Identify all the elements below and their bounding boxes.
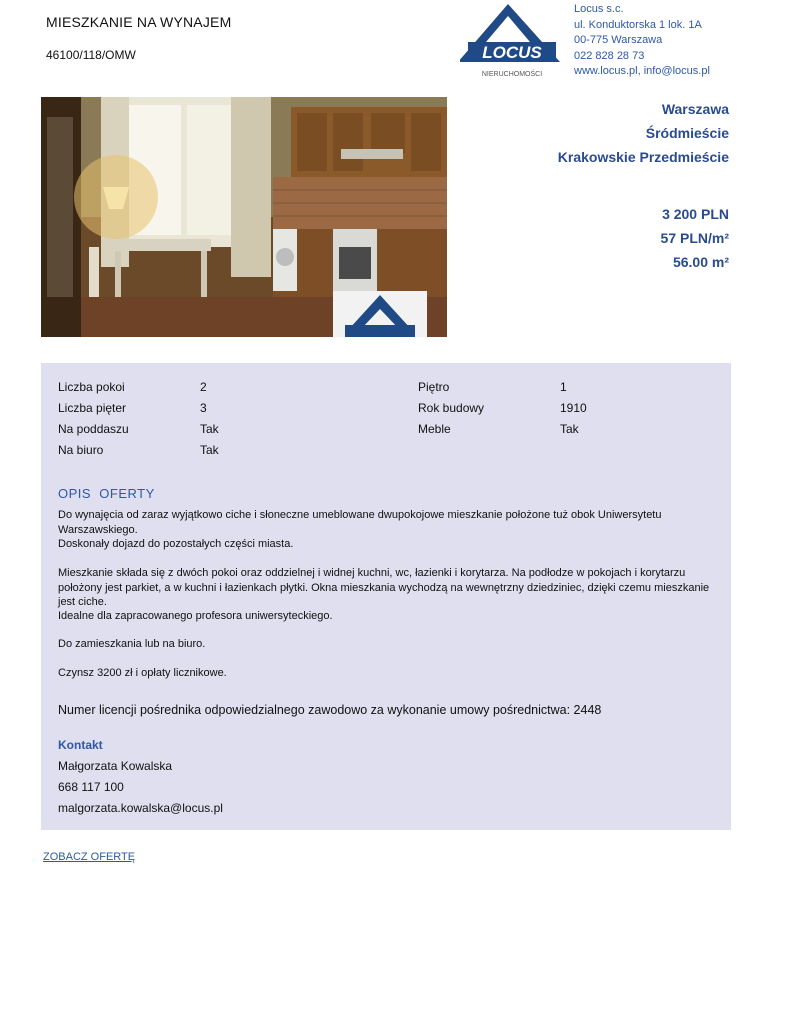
- param-value: Tak: [560, 422, 579, 436]
- param-label: Piętro: [418, 380, 450, 394]
- description-paragraph: Do zamieszkania lub na biuro.: [58, 638, 206, 650]
- param-label: Na poddaszu: [58, 422, 129, 436]
- param-label: Rok budowy: [418, 401, 485, 415]
- param-value: 1: [560, 380, 567, 394]
- view-offer-link[interactable]: ZOBACZ OFERTĘ: [43, 851, 136, 863]
- area: 56.00 m²: [672, 254, 729, 270]
- company-name: Locus s.c.: [574, 3, 624, 15]
- contact-name: Małgorzata Kowalska: [58, 759, 173, 773]
- param-value: 2: [200, 380, 207, 394]
- company-city: 00-775 Warszawa: [574, 34, 663, 46]
- param-label: Na biuro: [58, 443, 104, 457]
- contact-email[interactable]: malgorzata.kowalska@locus.pl: [58, 801, 223, 815]
- license-number: Numer licencji pośrednika odpowiedzialnego zawodowo za wykonanie umowy pośrednictwa: 2448: [58, 703, 602, 717]
- location-city: Warszawa: [661, 101, 729, 117]
- location-district: Śródmieście: [645, 125, 729, 141]
- description-paragraph: Mieszkanie składa się z dwóch pokoi oraz oddzielnej i widnej kuchni, wc, łazienki i korytarza. Na podłodze w pokojach i korytarzu położony jest parkiet, a w kuchni i łazienkach płytki. Okna mieszkania wychodzą na wewnętrzny dziedziniec, dzięki czemu mieszkanie jest ciche.: [58, 567, 710, 608]
- offer-reference: 46100/118/OMW: [46, 48, 136, 62]
- page-title: MIESZKANIE NA WYNAJEM: [46, 14, 232, 30]
- param-value: 3: [200, 401, 207, 415]
- description-paragraph: Idealne dla zapracowanego profesora uniwersyteckiego.: [58, 610, 333, 622]
- property-photo: [41, 97, 447, 337]
- param-value: Tak: [200, 422, 219, 436]
- company-address: ul. Konduktorska 1 lok. 1A: [574, 18, 702, 31]
- price-total: 3 200 PLN: [662, 206, 729, 222]
- price-per-m2: 57 PLN/m²: [660, 230, 729, 246]
- company-phone: 022 828 28 73: [574, 49, 645, 62]
- param-label: Meble: [418, 422, 451, 436]
- description-paragraph: Do wynajęcia od zaraz wyjątkowo ciche i słoneczne umeblowane dwupokojowe mieszkanie położone tuż obok Uniwersytetu Warszawskiego.: [58, 509, 662, 536]
- param-value: 1910: [560, 401, 587, 415]
- locus-logo: [460, 2, 564, 80]
- param-value: Tak: [200, 443, 219, 457]
- contact-phone[interactable]: 668 117 100: [58, 780, 124, 794]
- param-label: Liczba pięter: [58, 401, 127, 415]
- description-paragraph: Doskonały dojazd do pozostałych części miasta.: [58, 538, 294, 550]
- company-info: [574, 2, 710, 80]
- logo-subtext: NIERUCHOMOŚCI: [481, 71, 543, 78]
- param-label: Liczba pokoi: [58, 380, 125, 394]
- description-heading: OPIS OFERTY: [58, 486, 155, 501]
- contact-heading: Kontakt: [58, 738, 103, 752]
- company-web[interactable]: www.locus.pl, info@locus.pl: [574, 65, 710, 77]
- location-street: Krakowskie Przedmieście: [557, 149, 729, 165]
- description-paragraph: Czynsz 3200 zł i opłaty licznikowe.: [58, 667, 227, 679]
- logo-text: LOCUS: [482, 43, 542, 62]
